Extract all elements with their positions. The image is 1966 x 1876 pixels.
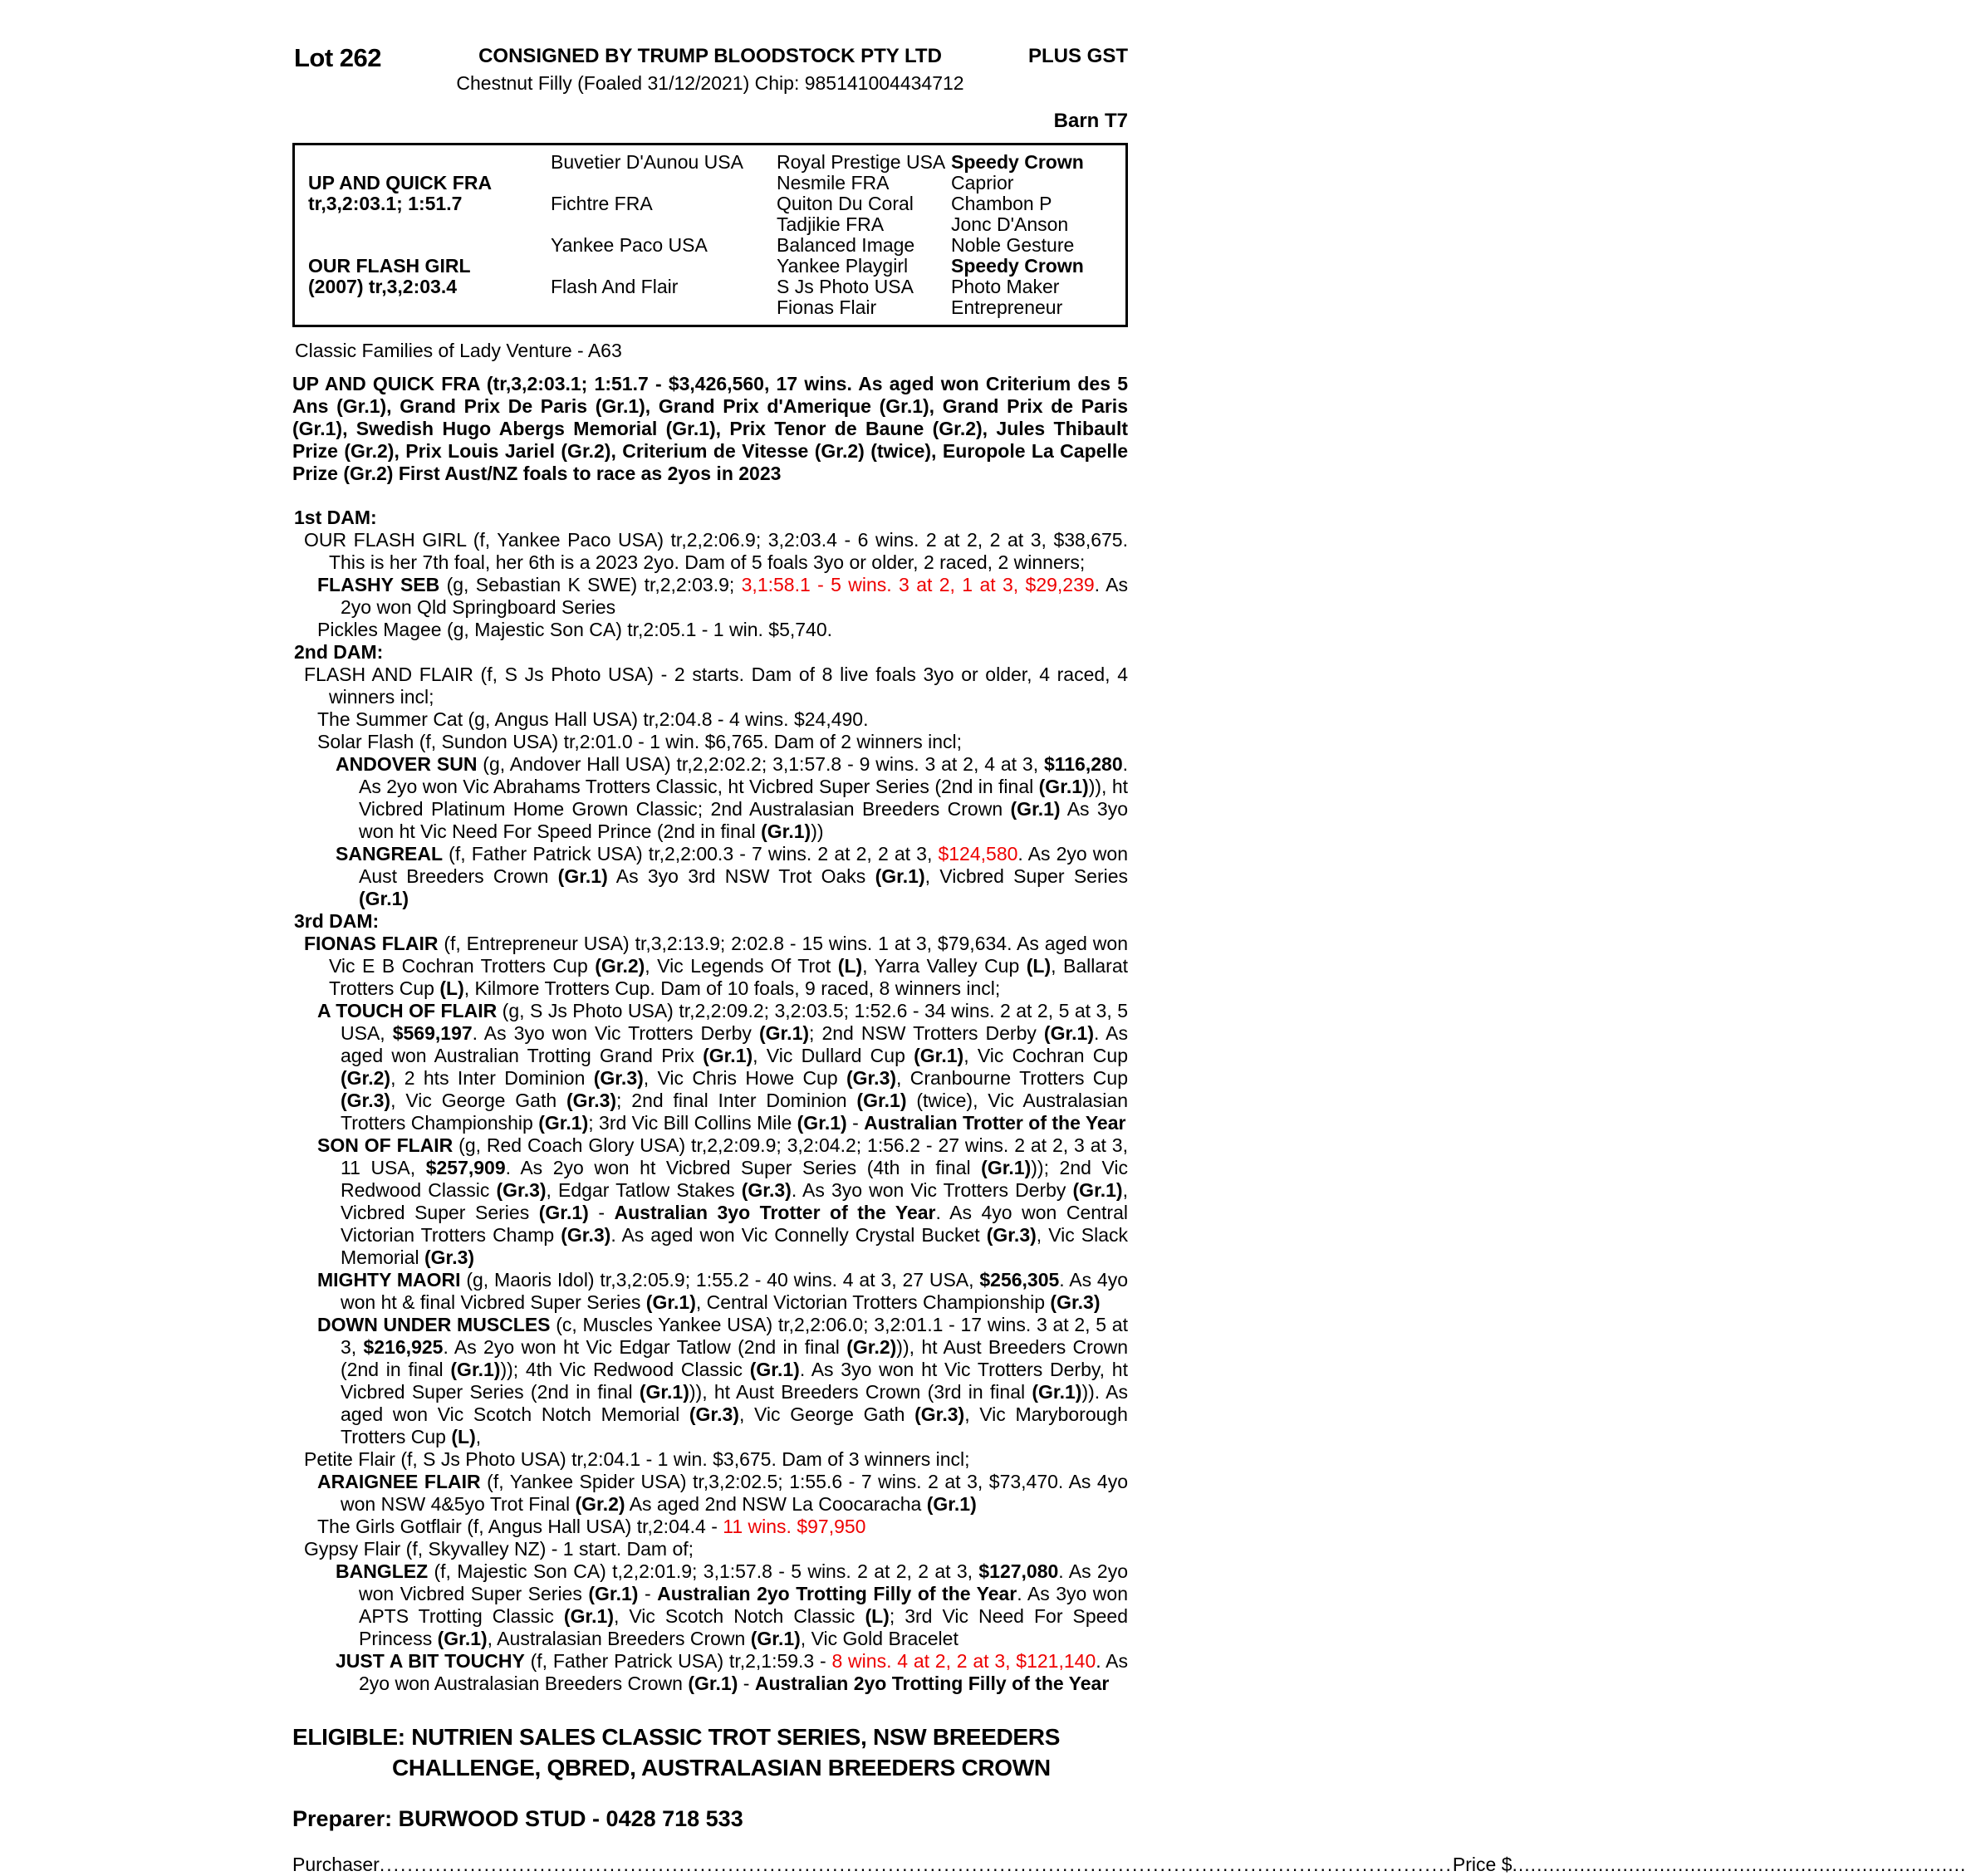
pedigree-table xyxy=(292,143,1128,327)
pedigree-paragraph xyxy=(292,1314,1128,1448)
text: )), ht Vicbred Platinum Home Grown Classic; 2nd Australasian Breeders Crown xyxy=(359,776,1129,820)
text: - xyxy=(846,1112,865,1134)
highlighted-record-text: 11 wins. $97,950 xyxy=(723,1516,866,1537)
text: Yankee Playgirl xyxy=(777,255,909,277)
text: (g, S Js Photo USA) tr,2,2:09.2; 3,2:03.5; 1:52.6 - 34 wins. 2 at 2, 5 at 3, 5 USA, xyxy=(341,1000,1128,1044)
text: Noble Gesture xyxy=(951,234,1075,256)
bold-text: MIGHTY MAORI xyxy=(317,1269,461,1291)
bold-text: (Gr.3) xyxy=(741,1179,792,1201)
text: , Vic Cochran Cup xyxy=(963,1045,1128,1066)
pedigree-row xyxy=(308,152,1125,173)
preparer-line: Preparer: BURWOOD STUD - 0428 718 533 xyxy=(292,1806,743,1831)
bold-text: 3rd DAM: xyxy=(294,910,380,932)
bold-text: (L) xyxy=(1026,955,1052,977)
purchaser-label: Purchaser xyxy=(292,1854,380,1875)
text: ; 3rd Vic Bill Collins Mile xyxy=(588,1112,797,1134)
text: Chambon P xyxy=(951,193,1052,214)
bold-text: (Gr.3) xyxy=(986,1224,1037,1246)
pedigree-cell-r1-c0 xyxy=(308,173,551,193)
text: ; 2nd final Inter Dominion xyxy=(616,1090,857,1111)
bold-text: (Gr.1) xyxy=(588,1583,639,1604)
pedigree-cell-r5-c3 xyxy=(951,256,1125,277)
pedigree-cell-r5-c2 xyxy=(777,256,951,277)
pedigree-paragraph xyxy=(292,1448,1128,1471)
pedigree-cell-r7-c2 xyxy=(777,297,951,318)
bold-text: $116,280 xyxy=(1043,753,1123,775)
bold-text: (Gr.2) xyxy=(595,955,645,977)
text: , Vic Maryborough Trotters Cup xyxy=(341,1403,1128,1447)
page-header xyxy=(292,43,1128,98)
text: . As 2yo won Qld Springboard Series xyxy=(341,574,1128,618)
text: , Ballarat Trotters Cup xyxy=(329,955,1128,999)
text: . As 2yo won ht Vicbred Super Series (4th in final xyxy=(505,1157,982,1178)
pedigree-cell-r3-c3 xyxy=(951,214,1125,235)
bold-text: (L) xyxy=(865,1605,890,1627)
dam-heading xyxy=(294,641,1128,664)
pedigree-row xyxy=(308,173,1125,193)
text: Fionas Flair xyxy=(777,296,877,318)
pedigree-paragraph xyxy=(292,619,1128,641)
text: , xyxy=(475,1426,482,1447)
text: , Australasian Breeders Crown xyxy=(487,1628,751,1649)
text: Nesmile FRA xyxy=(777,172,890,193)
pedigree-cell-r4-c2 xyxy=(777,235,951,256)
dam-pedigree-text xyxy=(292,507,1128,1695)
lot-number: Lot 262 xyxy=(294,43,382,72)
text: - xyxy=(738,1673,755,1694)
bold-text: (Gr.1) xyxy=(749,1359,800,1380)
bold-text: Australian 3yo Trotter of the Year xyxy=(614,1202,936,1223)
bold-text: Australian 2yo Trotting Filly of the Year xyxy=(657,1583,1017,1604)
content-column xyxy=(292,0,1966,1876)
text: (c, Muscles Yankee USA) tr,2,2:06.0; 3,2:01.1 - 17 wins. 3 at 2, 5 at 3, xyxy=(341,1314,1128,1358)
bold-text: (Gr.1) xyxy=(437,1628,488,1649)
pedigree-row xyxy=(308,297,1125,318)
text: As 3yo won ht Vic Need For Speed Prince (2nd in final xyxy=(359,798,1129,842)
text: (g, Maoris Idol) tr,3,2:05.9; 1:55.2 - 40 wins. 4 at 3, 27 USA, xyxy=(460,1269,980,1291)
text: . As 2yo won ht Vic Edgar Tatlow (2nd in final xyxy=(443,1336,847,1358)
pedigree-paragraph xyxy=(292,574,1128,619)
pedigree-paragraph xyxy=(292,1650,1128,1695)
bold-text: OUR FLASH GIRL xyxy=(308,255,471,277)
bold-text: 2nd DAM: xyxy=(294,641,384,663)
pedigree-cell-r2-c3 xyxy=(951,193,1125,214)
text: (twice), Vic Australasian Trotters Championship xyxy=(341,1090,1128,1134)
bold-text: (Gr.1) xyxy=(856,1090,907,1111)
bold-text: $256,305 xyxy=(979,1269,1060,1291)
family-line: Classic Families of Lady Venture - A63 xyxy=(295,340,622,361)
bold-text: (L) xyxy=(837,955,863,977)
bold-text: (L) xyxy=(439,977,464,999)
pedigree-paragraph xyxy=(292,753,1128,843)
text: . As 3yo won ht Vic Trotters Derby, ht Vicbred Super Series (2nd in final xyxy=(341,1359,1128,1403)
text: Caprior xyxy=(951,172,1014,193)
text: , Central Victorian Trotters Championship xyxy=(695,1291,1051,1313)
text: . As 3yo won Vic Trotters Derby xyxy=(472,1022,759,1044)
text: OUR FLASH GIRL (f, Yankee Paco USA) tr,2,2:06.9; 3,2:03.4 - 6 wins. 2 at 2, 2 at 3, $38,675. This is her 7th foal, her 6th is a 2023 2yo. Dam of 5 foals 3yo or older, 2 raced, 2 winners; xyxy=(304,529,1128,573)
sire-record-paragraph xyxy=(292,373,1128,485)
pedigree-row xyxy=(308,277,1125,297)
pedigree-cell-r6-c1 xyxy=(551,277,777,297)
pedigree-paragraph xyxy=(292,529,1128,574)
text: ; 3rd Vic Need For Speed Princess xyxy=(359,1605,1128,1649)
text: FLASH AND FLAIR (f, S Js Photo USA) - 2 starts. Dam of 8 live foals 3yo or older, 4 raced, 4 winners incl; xyxy=(304,664,1128,708)
pedigree-paragraph xyxy=(292,1560,1128,1650)
pedigree-paragraph xyxy=(292,1134,1128,1269)
highlighted-record-text: 8 wins. 4 at 2, 2 at 3, $121,140 xyxy=(831,1650,1096,1672)
bold-text: FLASHY SEB xyxy=(317,574,440,595)
dam-heading xyxy=(294,507,1128,529)
pedigree-cell-r6-c3 xyxy=(951,277,1125,297)
text: ; 2nd NSW Trotters Derby xyxy=(809,1022,1044,1044)
text: )); 4th Vic Redwood Classic xyxy=(500,1359,750,1380)
price-label: Price $ xyxy=(1452,1854,1512,1875)
pedigree-paragraph xyxy=(292,1471,1128,1516)
bold-text: (2007) tr,3,2:03.4 xyxy=(308,276,458,297)
pedigree-cell-r0-c3 xyxy=(951,152,1125,173)
pedigree-cell-r3-c2 xyxy=(777,214,951,235)
pedigree-cell-r1-c1 xyxy=(551,173,777,193)
bold-text: $257,909 xyxy=(425,1157,506,1178)
bold-text: $569,197 xyxy=(392,1022,473,1044)
text: , Vicbred Super Series xyxy=(341,1179,1128,1223)
bold-text: BANGLEZ xyxy=(336,1560,429,1582)
text: Solar Flash (f, Sundon USA) tr,2:01.0 - 1 win. $6,765. Dam of 2 winners incl; xyxy=(317,731,962,752)
bold-text: 1st DAM: xyxy=(294,507,377,528)
pedigree-cell-r0-c0 xyxy=(308,152,551,173)
bold-text: (Gr.1) xyxy=(1072,1179,1123,1201)
pedigree-paragraph xyxy=(292,664,1128,708)
text: . As aged won Australian Trotting Grand Prix xyxy=(341,1022,1128,1066)
text: . As 3yo won APTS Trotting Classic xyxy=(359,1583,1128,1627)
pedigree-cell-r2-c1 xyxy=(551,193,777,214)
bold-text: (Gr.1) xyxy=(557,865,608,887)
text: (g, Sebastian K SWE) tr,2,2:03.9; xyxy=(439,574,742,595)
pedigree-paragraph xyxy=(292,1538,1128,1560)
text: As 3yo 3rd NSW Trot Oaks xyxy=(607,865,875,887)
text: (f, Father Patrick USA) tr,2,2:00.3 - 7 wins. 2 at 2, 2 at 3, xyxy=(443,843,939,865)
text: Yankee Paco USA xyxy=(551,234,708,256)
bold-text: (Gr.1) xyxy=(761,820,811,842)
eligibility-block xyxy=(292,1722,1128,1783)
highlighted-record-text: $124,580 xyxy=(938,843,1018,865)
text: )). As aged won Vic Scotch Notch Memorial xyxy=(341,1381,1128,1425)
bold-text: (Gr.1) xyxy=(538,1112,589,1134)
pedigree-row xyxy=(308,214,1125,235)
bold-text: (Gr.1) xyxy=(359,888,409,909)
pedigree-paragraph xyxy=(292,1516,1128,1538)
pedigree-cell-r5-c0 xyxy=(308,256,551,277)
bold-text: $127,080 xyxy=(978,1560,1059,1582)
bold-text: (Gr.2) xyxy=(575,1493,625,1515)
pedigree-cell-r2-c0 xyxy=(308,193,551,214)
bold-text: Australian Trotter of the Year xyxy=(864,1112,1126,1134)
text: - xyxy=(638,1583,658,1604)
bold-text: $216,925 xyxy=(363,1336,444,1358)
pedigree-cell-r3-c0 xyxy=(308,214,551,235)
pedigree-paragraph xyxy=(292,731,1128,753)
bold-text: (Gr.3) xyxy=(689,1403,739,1425)
header-center xyxy=(292,45,1128,95)
bold-text: (Gr.2) xyxy=(341,1067,391,1089)
text: , Vic Gold Bracelet xyxy=(800,1628,958,1649)
bold-text: SON OF FLAIR xyxy=(317,1134,454,1156)
text: (f, Majestic Son CA) t,2,2:01.9; 3,1:57.8 - 5 wins. 2 at 2, 2 at 3, xyxy=(428,1560,979,1582)
bold-text: Speedy Crown xyxy=(951,255,1084,277)
bold-text: (Gr.1) xyxy=(758,1022,810,1044)
bold-text: (Gr.1) xyxy=(926,1493,977,1515)
bold-text: JUST A BIT TOUCHY xyxy=(336,1650,525,1672)
pedigree-cell-r0-c1 xyxy=(551,152,777,173)
text: Jonc D'Anson xyxy=(951,213,1069,235)
plus-gst-label: PLUS GST xyxy=(1027,45,1128,67)
text: Quiton Du Coral xyxy=(777,193,914,214)
barn-number: Barn T7 xyxy=(1053,110,1128,132)
pedigree-cell-r7-c1 xyxy=(551,297,777,318)
text: , Vic Legends Of Trot xyxy=(645,955,838,977)
bold-text: (Gr.1) xyxy=(1010,798,1061,820)
price-dotted-line: .......................................................................... xyxy=(1512,1854,1966,1875)
pedigree-cell-r0-c2 xyxy=(777,152,951,173)
bold-text: (Gr.1) xyxy=(750,1628,801,1649)
text: . As 2yo won Vicbred Super Series xyxy=(359,1560,1129,1604)
text: Royal Prestige USA xyxy=(777,151,946,173)
text: . As 4yo won Central Victorian Trotters Champ xyxy=(341,1202,1128,1246)
text: . As 4yo won ht & final Vicbred Super Series xyxy=(341,1269,1128,1313)
pedigree-paragraph xyxy=(292,843,1128,910)
pedigree-cell-r3-c1 xyxy=(551,214,777,235)
bold-text: Australian 2yo Trotting Filly of the Year xyxy=(754,1673,1110,1694)
bold-text: (Gr.1) xyxy=(703,1045,753,1066)
text: . As 3yo won Vic Trotters Derby xyxy=(791,1179,1073,1201)
text: - xyxy=(588,1202,615,1223)
pedigree-paragraph xyxy=(292,933,1128,1000)
bold-text: (Gr.1) xyxy=(797,1112,847,1134)
eligibility-line-2: CHALLENGE, QBRED, AUSTRALASIAN BREEDERS CROWN xyxy=(392,1755,1051,1780)
bold-text: (L) xyxy=(451,1426,476,1447)
bold-text: (Gr.1) xyxy=(688,1673,738,1694)
pedigree-paragraph xyxy=(292,708,1128,731)
text: S Js Photo USA xyxy=(777,276,914,297)
text: . As 2yo won Australasian Breeders Crown xyxy=(359,1650,1128,1694)
text: Buvetier D'Aunou USA xyxy=(551,151,743,173)
text: , Edgar Tatlow Stakes xyxy=(546,1179,742,1201)
text: , Yarra Valley Cup xyxy=(862,955,1027,977)
bold-text: (Gr.1) xyxy=(645,1291,696,1313)
pedigree-cell-r1-c2 xyxy=(777,173,951,193)
text: , Vicbred Super Series xyxy=(924,865,1129,887)
highlighted-record-text: 3,1:58.1 - 5 wins. 3 at 2, 1 at 3, $29,239 xyxy=(741,574,1095,595)
pedigree-cell-r2-c2 xyxy=(777,193,951,214)
text: (f, Yankee Spider USA) tr,3,2:02.5; 1:55.6 - 7 wins. 2 at 3, $73,470. As 4yo won NSW 4&5yo Trot Final xyxy=(341,1471,1129,1515)
pedigree-cell-r5-c1 xyxy=(551,256,777,277)
text: As aged 2nd NSW La Coocaracha xyxy=(625,1493,927,1515)
text: (f, Father Patrick USA) tr,2,1:59.3 - xyxy=(524,1650,832,1672)
text: (g, Red Coach Glory USA) tr,2,2:09.9; 3,2:04.2; 1:56.2 - 27 wins. 2 at 2, 3 at 3, 11 USA, xyxy=(341,1134,1128,1178)
bold-text: (Gr.1) xyxy=(563,1605,614,1627)
bold-text: (Gr.3) xyxy=(914,1403,965,1425)
text: Tadjikie FRA xyxy=(777,213,885,235)
bold-text: (Gr.2) xyxy=(846,1336,897,1358)
pedigree-row xyxy=(308,193,1125,214)
text: , Kilmore Trotters Cup. Dam of 10 foals, 9 raced, 8 winners incl; xyxy=(463,977,1001,999)
bold-text: DOWN UNDER MUSCLES xyxy=(317,1314,551,1335)
pedigree-cell-r6-c0 xyxy=(308,277,551,297)
bold-text: (Gr.1) xyxy=(875,865,925,887)
text: , Vic George Gath xyxy=(738,1403,915,1425)
text: , Cranbourne Trotters Cup xyxy=(896,1067,1128,1089)
text: )); 2nd Vic Redwood Classic xyxy=(341,1157,1129,1201)
pedigree-cell-r4-c1 xyxy=(551,235,777,256)
pedigree-paragraph xyxy=(292,1000,1128,1134)
bold-text: UP AND QUICK FRA (tr,3,2:03.1; 1:51.7 - $3,426,560, 17 wins. As aged won Criterium des 5 Ans (Gr.1), Grand Prix De Paris (Gr.1), Grand Prix d'Amerique (Gr.1), Grand Prix de Paris (Gr.1), Swedish Hugo Abergs Memorial (Gr.1), Prix Tenor de Baune (Gr.2), Jules Thibault Prize (Gr.2), Prix Louis Jariel (Gr.2), Criterium de Vitesse (Gr.2) (twice), Europole La Capelle Prize (Gr.2) First Aust/NZ foals to race as 2yos in 2023 xyxy=(292,373,1128,484)
pedigree-cell-r4-c3 xyxy=(951,235,1125,256)
text: )) xyxy=(811,820,824,842)
consignor-line: CONSIGNED BY TRUMP BLOODSTOCK PTY LTD xyxy=(478,45,942,67)
pedigree-cell-r6-c2 xyxy=(777,277,951,297)
pedigree-cell-r1-c3 xyxy=(951,173,1125,193)
bold-text: (Gr.1) xyxy=(1032,1381,1082,1403)
bold-text: A TOUCH OF FLAIR xyxy=(317,1000,498,1021)
bold-text: Speedy Crown xyxy=(951,151,1084,173)
pedigree-row xyxy=(308,235,1125,256)
bold-text: (Gr.1) xyxy=(1038,776,1089,797)
text: . As aged won Vic Connelly Crystal Bucket xyxy=(610,1224,987,1246)
bold-text: (Gr.3) xyxy=(846,1067,897,1089)
bold-text: (Gr.1) xyxy=(914,1045,964,1066)
pedigree-cell-r7-c3 xyxy=(951,297,1125,318)
text: , 2 hts Inter Dominion xyxy=(390,1067,594,1089)
bold-text: tr,3,2:03.1; 1:51.7 xyxy=(308,193,463,214)
text: , Vic Chris Howe Cup xyxy=(643,1067,846,1089)
text: Petite Flair (f, S Js Photo USA) tr,2:04.1 - 1 win. $3,675. Dam of 3 winners incl; xyxy=(304,1448,970,1470)
pedigree-row xyxy=(308,256,1125,277)
bold-text: (Gr.3) xyxy=(341,1090,391,1111)
pedigree-cell-r7-c0 xyxy=(308,297,551,318)
bold-text: SANGREAL xyxy=(336,843,444,865)
pedigree-paragraph xyxy=(292,1269,1128,1314)
text: , Vic Scotch Notch Classic xyxy=(613,1605,865,1627)
text: The Summer Cat (g, Angus Hall USA) tr,2:04.8 - 4 wins. $24,490. xyxy=(317,708,869,730)
text: (g, Andover Hall USA) tr,2,2:02.2; 3,1:57.8 - 9 wins. 3 at 2, 4 at 3, xyxy=(477,753,1044,775)
text: Photo Maker xyxy=(951,276,1060,297)
text: )), ht Aust Breeders Crown (2nd in final xyxy=(341,1336,1129,1380)
horse-description: Chestnut Filly (Foaled 31/12/2021) Chip: 985141004434712 xyxy=(456,72,964,94)
bold-text: (Gr.3) xyxy=(561,1224,611,1246)
bold-text: (Gr.1) xyxy=(450,1359,501,1380)
text: (f, Entrepreneur USA) tr,3,2:13.9; 2:02.8 - 15 wins. 1 at 3, $79,634. As aged won Vic E B Cochran Trotters Cup xyxy=(329,933,1128,977)
bold-text: FIONAS FLAIR xyxy=(304,933,439,954)
bold-text: (Gr.1) xyxy=(639,1381,689,1403)
pedigree-cell-r4-c0 xyxy=(308,235,551,256)
bold-text: (Gr.3) xyxy=(1050,1291,1101,1313)
text: )), ht Aust Breeders Crown (3rd in final xyxy=(689,1381,1032,1403)
text: , Vic Dullard Cup xyxy=(753,1045,914,1066)
bold-text: (Gr.1) xyxy=(538,1202,589,1223)
text: Gypsy Flair (f, Skyvalley NZ) - 1 start. Dam of; xyxy=(304,1538,694,1560)
text: Balanced Image xyxy=(777,234,915,256)
text: Entrepreneur xyxy=(951,296,1063,318)
bold-text: (Gr.3) xyxy=(593,1067,644,1089)
text: Pickles Magee (g, Majestic Son CA) tr,2:05.1 - 1 win. $5,740. xyxy=(317,619,833,640)
text: Flash And Flair xyxy=(551,276,679,297)
text: . As 2yo won Aust Breeders Crown xyxy=(359,843,1128,887)
text: Fichtre FRA xyxy=(551,193,653,214)
text: The Girls Gotflair (f, Angus Hall USA) tr,2:04.4 - xyxy=(317,1516,723,1537)
bold-text: (Gr.1) xyxy=(1043,1022,1094,1044)
bold-text: (Gr.1) xyxy=(981,1157,1032,1178)
bold-text: UP AND QUICK FRA xyxy=(308,172,493,193)
text: . As 2yo won Vic Abrahams Trotters Classic, ht Vicbred Super Series (2nd in final xyxy=(359,753,1129,797)
bold-text: (Gr.3) xyxy=(566,1090,617,1111)
purchaser-dotted-line: .......................................................................................................................................................... xyxy=(379,1854,1453,1875)
text: , Vic George Gath xyxy=(390,1090,566,1111)
eligibility-line-1: ELIGIBLE: NUTRIEN SALES CLASSIC TROT SERIES, NSW BREEDERS xyxy=(292,1724,1061,1750)
bold-text: ANDOVER SUN xyxy=(336,753,478,775)
bold-text: (Gr.3) xyxy=(496,1179,547,1201)
bold-text: ARAIGNEE FLAIR xyxy=(317,1471,481,1492)
bold-text: (Gr.3) xyxy=(424,1247,475,1268)
dam-heading xyxy=(294,910,1128,933)
text: , Vic Slack Memorial xyxy=(341,1224,1128,1268)
purchaser-price-line xyxy=(292,1854,1966,1876)
